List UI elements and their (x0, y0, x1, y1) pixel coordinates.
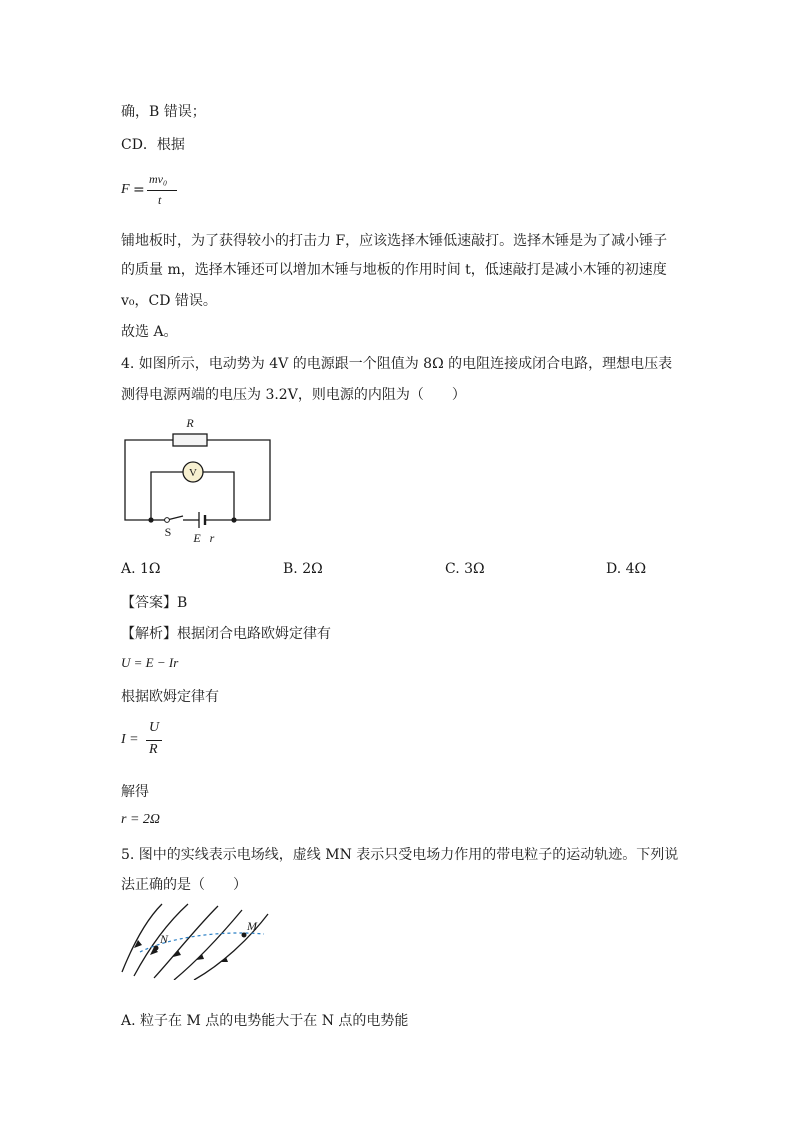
option-a: A. 粒子在 M 点的电势能大于在 N 点的电势能 (121, 1013, 409, 1029)
text-line: 解得 (121, 784, 149, 800)
formula-denominator: t (158, 193, 162, 207)
switch-label: S (164, 525, 172, 539)
option-c: C. 3Ω (445, 561, 485, 577)
label-M: M (247, 919, 257, 933)
question-5-text: 法正确的是（ ） (121, 877, 247, 893)
question-5-text: 5. 图中的实线表示电场线，虚线 MN 表示只受电场力作用的带电粒子的运动轨迹。下列说 (121, 847, 679, 863)
equation-1: U = E − Ir (121, 655, 179, 670)
text-line: 的质量 m，选择木锤还可以增加木锤与地板的作用时间 t，低速敲打是减小木锤的初速度 (121, 262, 667, 278)
formula-lhs: F (121, 182, 130, 197)
emf-label: E (193, 531, 201, 545)
option-d: D. 4Ω (606, 561, 647, 577)
eq2-lhs: I = (121, 732, 139, 747)
circuit-diagram (115, 412, 280, 547)
field-arrow (196, 954, 204, 960)
resistor-symbol (173, 434, 207, 446)
analysis: 【解析】根据闭合电路欧姆定律有 (121, 626, 331, 642)
point-M (242, 933, 247, 938)
text-line: 根据欧姆定律有 (121, 689, 219, 705)
field-line (174, 910, 242, 980)
question-4-text: 测得电源两端的电压为 3.2V，则电源的内阻为（ ） (121, 387, 466, 403)
voltmeter-label: V (189, 467, 197, 479)
eq2-denominator: R (149, 742, 158, 757)
answer: 【答案】B (121, 595, 188, 611)
point-N (154, 946, 159, 951)
label-N: N (160, 932, 169, 946)
internal-resistance-label: r (209, 531, 215, 545)
text-line: 铺地板时，为了获得较小的打击力 F，应该选择木锤低速敲打。选择木锤是为了减小锤子 (121, 233, 668, 249)
equation-3: r = 2Ω (121, 812, 161, 827)
option-b: B. 2Ω (283, 561, 323, 577)
field-lines-figure (118, 902, 278, 980)
eq2-numerator: U (149, 720, 160, 735)
question-4-text: 4. 如图所示，电动势为 4V 的电源跟一个阻值为 8Ω 的电阻连接成闭合电路，理想电压表 (121, 356, 673, 372)
option-a: A. 1Ω (121, 561, 161, 577)
resistor-label: R (186, 416, 194, 430)
text-line: v₀，CD 错误。 (121, 293, 217, 309)
text-line: CD．根据 (121, 137, 185, 153)
formula-numerator: mv₀ (149, 172, 168, 186)
text-line: 确，B 错误； (121, 104, 206, 120)
text-line: 故选 A。 (121, 324, 178, 340)
